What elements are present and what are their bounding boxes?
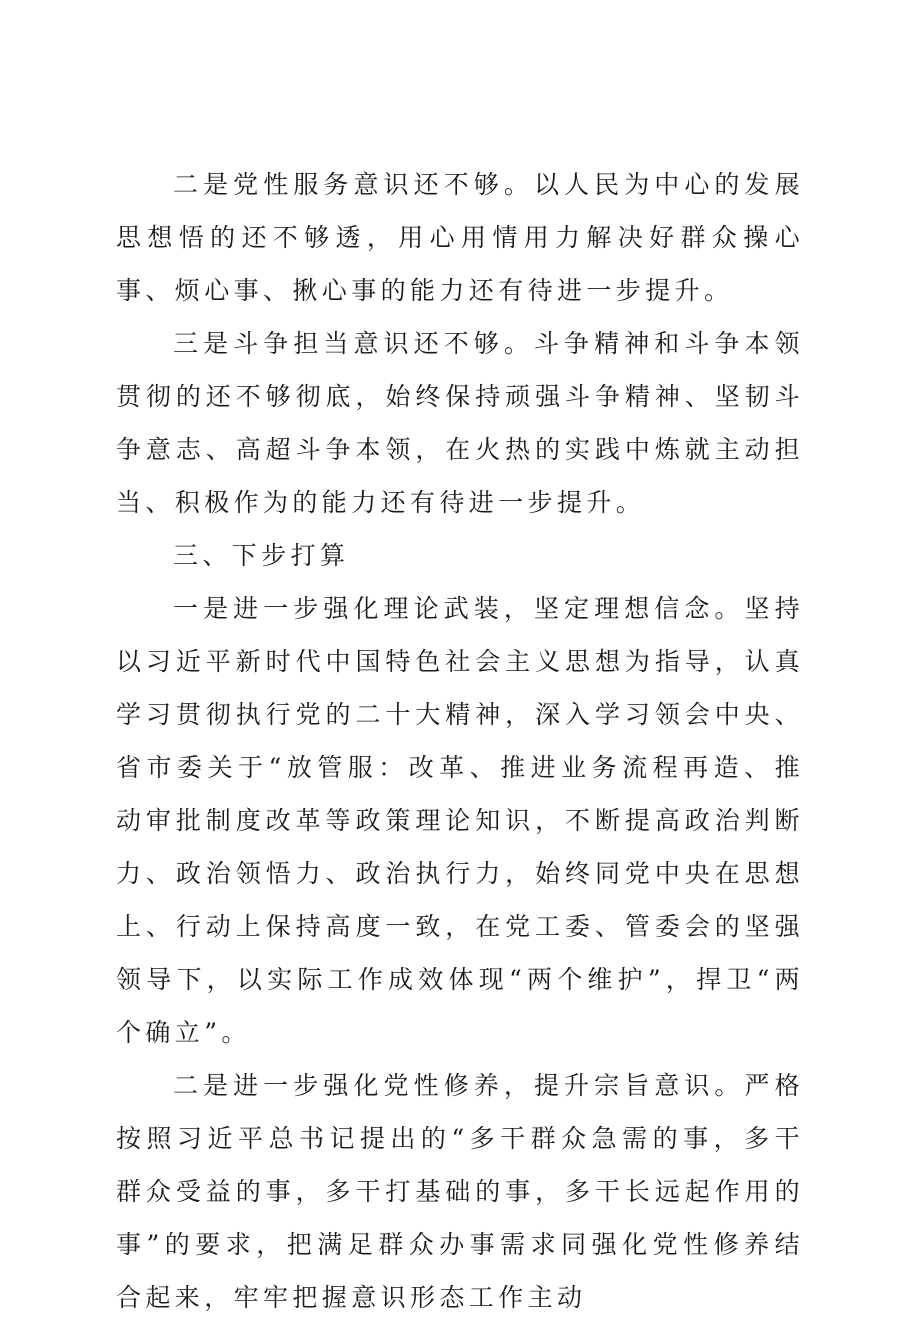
document-body <box>116 158 804 1324</box>
paragraph-party-cultivation: 二是进一步强化党性修养，提升宗旨意识。严格按照习近平总书记提出的“多干群众急需的事，多干群众受益的事，多干打基础的事，多干长远起作用的事”的要求，把满足群众办事需求同强化党性修养结合起来，牢牢把握意识形态工作主动 <box>116 1071 804 1312</box>
paragraph-struggle-responsibility: 三是斗争担当意识还不够。斗争精神和斗争本领贯彻的还不够彻底，始终保持顽强斗争精神、坚韧斗争意志、高超斗争本领，在火热的实践中炼就主动担当、积极作为的能力还有待进一步提升。 <box>116 329 804 517</box>
paragraph-theory-armament: 一是进一步强化理论武装，坚定理想信念。坚持以习近平新时代中国特色社会主义思想为指导，认真学习贯彻执行党的二十大精神，深入学习领会中央、省市委关于“放管服：改革、推进业务流程再造、推动审批制度改革等政策理论知识，不断提高政治判断力、政治领悟力、政治执行力，始终同党中央在思想上、行动上保持高度一致，在党工委、管委会的坚强领导下，以实际工作成效体现“两个维护”，捍卫“两个确立”。 <box>116 594 804 1047</box>
section-heading-next-steps: 三、下步打算 <box>173 541 350 570</box>
paragraph-party-service-awareness: 二是党性服务意识还不够。以人民为中心的发展思想悟的还不够透，用心用情用力解决好群众操心事、烦心事、揪心事的能力还有待进一步提升。 <box>116 170 804 305</box>
